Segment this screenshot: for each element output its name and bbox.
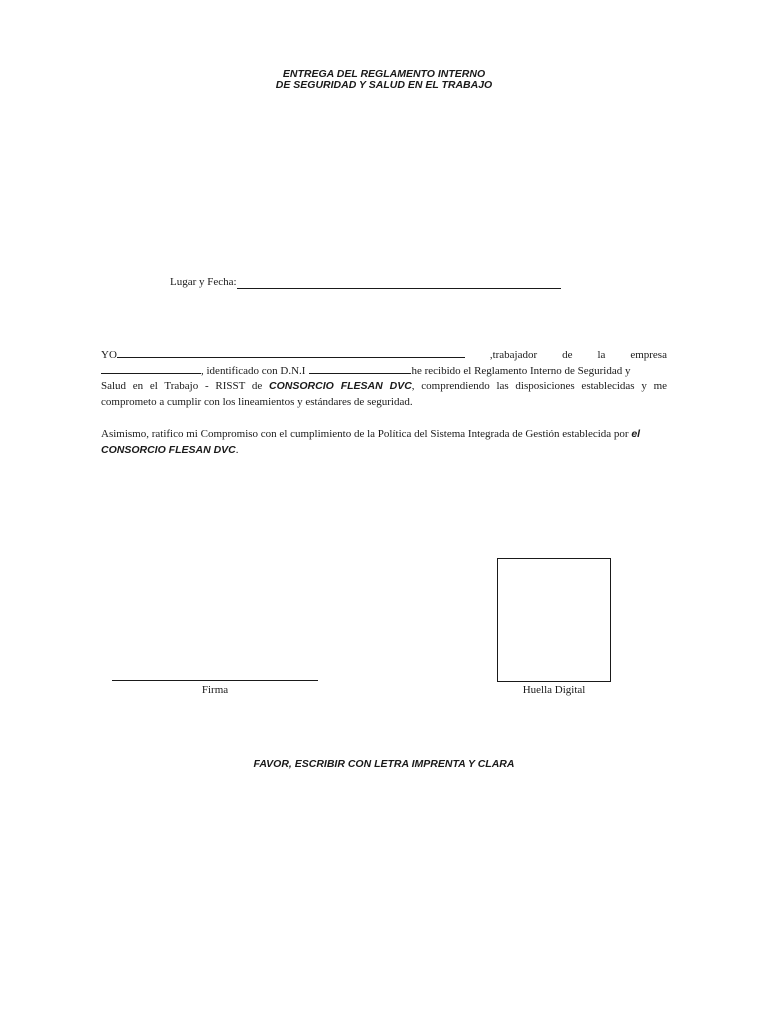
declaration-line-1 — [101, 346, 667, 362]
company-name: CONSORCIO FLESAN DVC — [269, 380, 412, 392]
name-blank[interactable] — [117, 346, 465, 358]
recibido-text: he recibido el Reglamento Interno de Seguridad y — [411, 365, 631, 377]
empresa-blank[interactable] — [101, 362, 201, 374]
ratification-end: . — [235, 444, 239, 456]
declaration-line-2 — [101, 362, 667, 378]
ratification-company: CONSORCIO FLESAN DVC — [101, 444, 236, 456]
identificado-text: , identificado con D.N.I — [201, 365, 306, 377]
la-text: la — [597, 349, 606, 361]
declaration-line-3 — [101, 378, 667, 394]
huella-label: Huella Digital — [522, 684, 586, 696]
title-line-1: ENTREGA DEL REGLAMENTO INTERNO — [282, 68, 486, 80]
line3-start: Salud en el Trabajo - RISST de — [101, 380, 270, 392]
trabajador-text: ,trabajador — [489, 349, 538, 361]
empresa-text: empresa — [630, 349, 667, 361]
declaration-paragraph — [101, 346, 667, 410]
lugar-fecha-field — [170, 276, 561, 289]
declaration-line-4: comprometo a cumplir con los lineamientos y estándares de seguridad. — [101, 396, 413, 408]
line3-end: , comprendiendo las disposiciones establecidas y me — [411, 380, 668, 392]
document-title — [0, 69, 768, 91]
title-line-2: DE SEGURIDAD Y SALUD EN EL TRABAJO — [275, 79, 493, 91]
ratification-text: Asimismo, ratifico mi Compromiso con el cumplimiento de la Política del Sistema Integrada de Gestión establecida por — [101, 428, 632, 440]
dni-blank[interactable] — [309, 362, 411, 374]
firma-label: Firma — [201, 684, 229, 696]
lugar-fecha-blank[interactable] — [237, 277, 561, 289]
de-text: de — [562, 349, 573, 361]
footer-instruction: FAVOR, ESCRIBIR CON LETRA IMPRENTA Y CLARA — [253, 758, 515, 770]
ratification-company-prefix: el — [631, 428, 641, 440]
signature-line[interactable] — [112, 680, 318, 681]
lugar-fecha-label: Lugar y Fecha: — [170, 276, 237, 288]
ratification-paragraph — [101, 426, 667, 458]
fingerprint-box[interactable] — [497, 558, 611, 682]
yo-label: YO — [101, 349, 117, 361]
